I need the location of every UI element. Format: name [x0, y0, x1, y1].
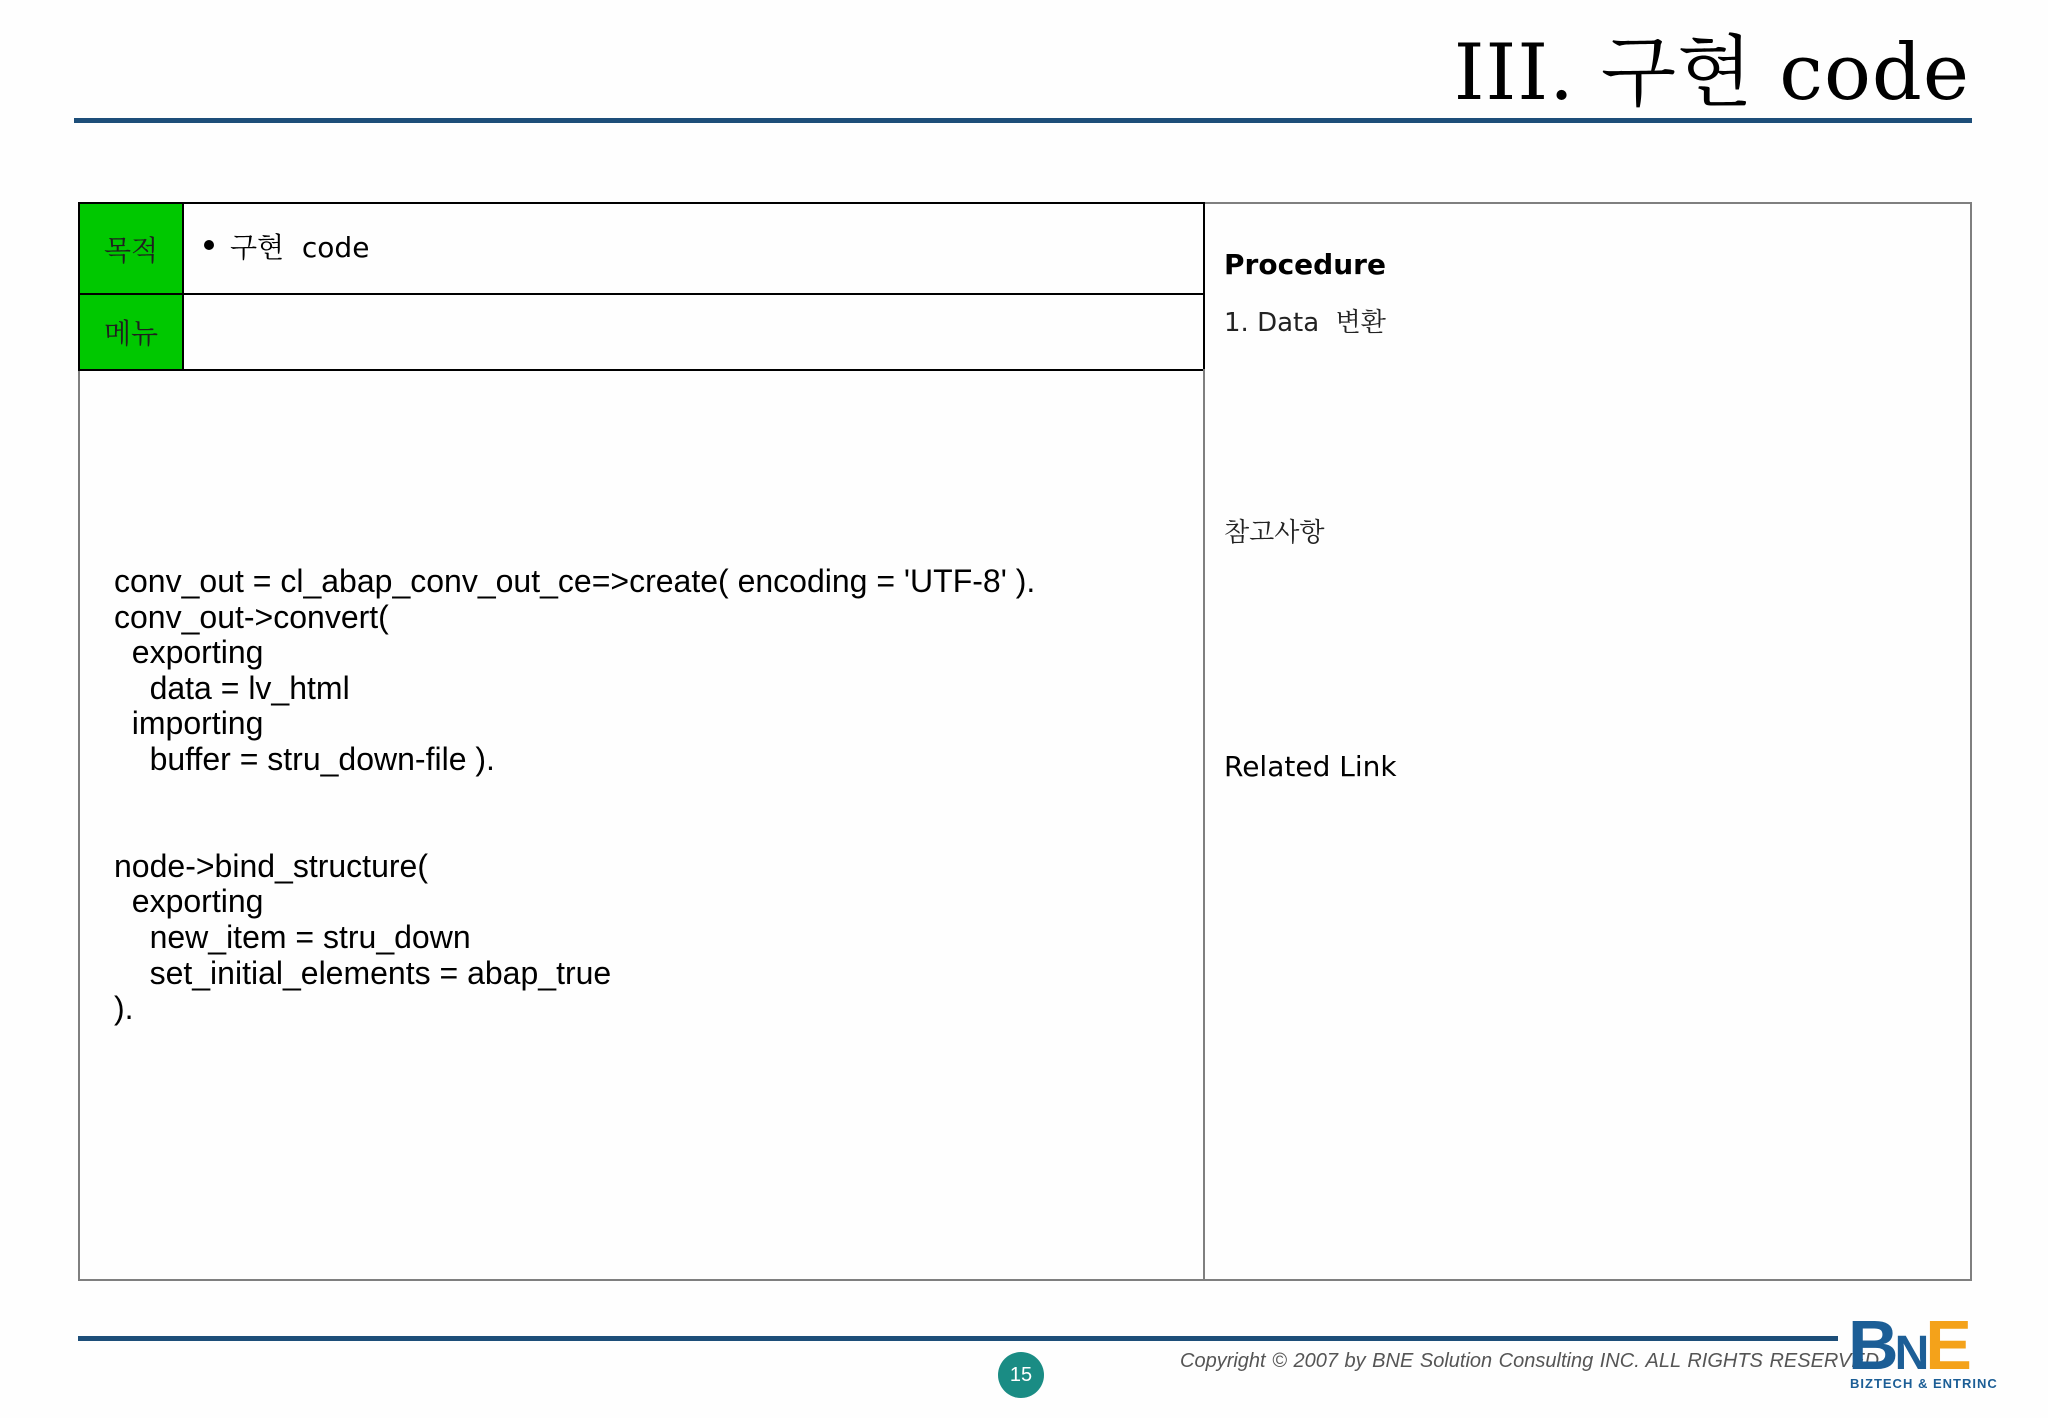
logo-subtext: BIZTECH & ENTRINC	[1850, 1376, 1998, 1391]
procedure-title: Procedure	[1224, 248, 1386, 281]
related-link-title: Related Link	[1224, 750, 1397, 783]
menu-row	[78, 293, 1205, 371]
left-content-area	[78, 202, 1205, 1281]
code-area	[78, 369, 1205, 1281]
page-number-badge: 15	[998, 1352, 1044, 1398]
purpose-label: 목적	[80, 204, 184, 293]
purpose-row	[78, 202, 1205, 295]
side-panel	[1224, 202, 1964, 1272]
menu-label: 메뉴	[80, 295, 184, 369]
logo-wordmark: BNE	[1848, 1306, 1968, 1384]
procedure-item: 1. Data 변환	[1224, 308, 1386, 338]
purpose-text: 구현 code	[230, 231, 370, 264]
bullet-icon	[204, 240, 214, 250]
code-snippet: conv_out = cl_abap_conv_out_ce=>create( encoding = 'UTF-8' ). conv_out->convert( exporting data = lv_html importing buffer = stru_down-file ). node->bind_structure( exporting new_item = stru_down set_initial_elements = abap_true ).	[114, 563, 1036, 1027]
company-logo	[1848, 1306, 1998, 1392]
reference-title: 참고사항	[1224, 518, 1325, 548]
footer-divider	[78, 1336, 1838, 1341]
page-title: III. 구현 code	[1453, 28, 1970, 118]
copyright-text: Copyright © 2007 by BNE Solution Consulting INC. ALL RIGHTS RESERVED.	[1180, 1350, 1885, 1372]
title-divider	[74, 118, 1972, 123]
